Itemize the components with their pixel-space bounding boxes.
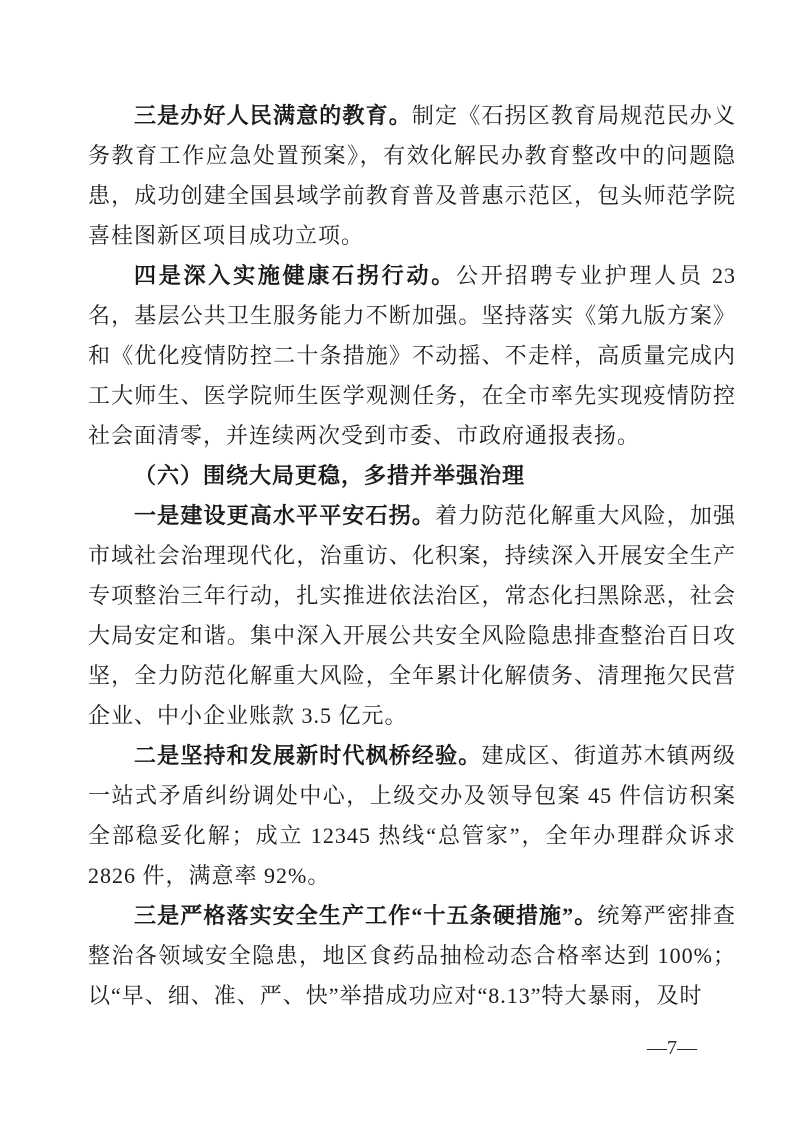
paragraph-lead: 一是建设更高水平平安石拐。 bbox=[134, 503, 436, 528]
paragraph-lead: 四是深入实施健康石拐行动。 bbox=[134, 263, 457, 288]
page-number: —7— bbox=[647, 1037, 697, 1059]
paragraph-lead: 三是办好人民满意的教育。 bbox=[134, 103, 412, 128]
paragraph-body: 统筹严密排查整治各领域安全隐患，地区食药品抽检动态合格率达到 100%；以“早、细、准、严、快”举措成功应对“8.13”特大暴雨，及时 bbox=[88, 903, 736, 1008]
paragraph bbox=[88, 256, 736, 456]
document-body-text bbox=[88, 96, 736, 1016]
paragraph bbox=[88, 896, 736, 1016]
section-heading-text: （六）围绕大局更稳，多措并举强治理 bbox=[134, 463, 526, 488]
paragraph-lead: 二是坚持和发展新时代枫桥经验。 bbox=[134, 743, 482, 768]
paragraph-lead: 三是严格落实安全生产工作“十五条硬措施”。 bbox=[134, 903, 598, 928]
paragraph-body: 着力防范化解重大风险，加强市域社会治理现代化，治重访、化积案，持续深入开展安全生产专项整治三年行动，扎实推进依法治区，常态化扫黑除恶，社会大局安定和谐。集中深入开展公共安全风险隐患排查整治百日攻坚，全力防范化解重大风险，全年累计化解债务、清理拖欠民营企业、中小企业账款 3.5 亿元。 bbox=[88, 503, 736, 728]
paragraph bbox=[88, 496, 736, 736]
section-heading bbox=[88, 456, 736, 496]
paragraph-body: 公开招聘专业护理人员 23 名，基层公共卫生服务能力不断加强。坚持落实《第九版方案》和《优化疫情防控二十条措施》不动摇、不走样，高质量完成内工大师生、医学院师生医学观测任务，在全市率先实现疫情防控社会面清零，并连续两次受到市委、市政府通报表扬。 bbox=[88, 263, 736, 448]
paragraph-body: 制定《石拐区教育局规范民办义务教育工作应急处置预案》，有效化解民办教育整改中的问题隐患，成功创建全国县域学前教育普及普惠示范区，包头师范学院喜桂图新区项目成功立项。 bbox=[88, 103, 736, 248]
paragraph bbox=[88, 736, 736, 896]
paragraph-body: 建成区、街道苏木镇两级一站式矛盾纠纷调处中心，上级交办及领导包案 45 件信访积案全部稳妥化解；成立 12345 热线“总管家”，全年办理群众诉求 2826 件，满意率 92%。 bbox=[88, 743, 736, 888]
paragraph bbox=[88, 96, 736, 256]
